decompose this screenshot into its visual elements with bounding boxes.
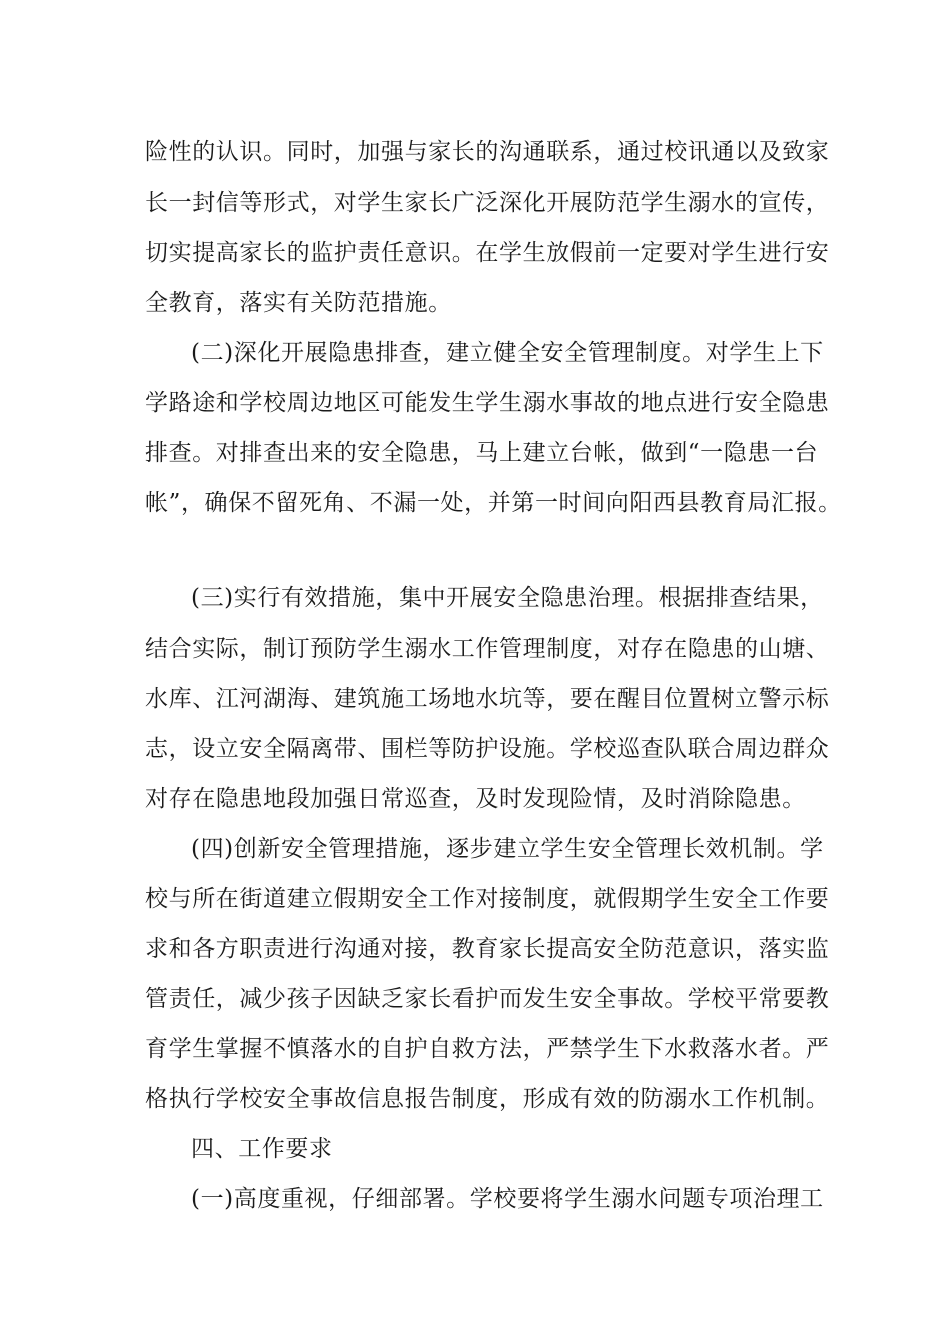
- text-line: 校与所在街道建立假期安全工作对接制度，就假期学生安全工作要: [145, 886, 830, 912]
- text-line: (一)高度重视，仔细部署。学校要将学生溺水问题专项治理工: [191, 1186, 824, 1212]
- text-line: 对存在隐患地段加强日常巡查，及时发现险情，及时消除隐患。: [145, 786, 806, 812]
- section-heading: 四、工作要求: [191, 1136, 333, 1162]
- text-line: 格执行学校安全事故信息报告制度，形成有效的防溺水工作机制。: [145, 1086, 830, 1112]
- text-line: 结合实际，制订预防学生溺水工作管理制度，对存在隐患的山塘、: [145, 636, 830, 662]
- text-line: 险性的认识。同时，加强与家长的沟通联系，通过校讯通以及致家: [145, 139, 830, 165]
- text-line: 长一封信等形式，对学生家长广泛深化开展防范学生溺水的宣传，: [145, 190, 830, 216]
- text-line: 求和各方职责进行沟通对接，教育家长提高安全防范意识，落实监: [145, 936, 830, 962]
- text-line: 切实提高家长的监护责任意识。在学生放假前一定要对学生进行安: [145, 240, 830, 266]
- text-line: 全教育，落实有关防范措施。: [145, 290, 452, 316]
- text-line: (三)实行有效措施，集中开展安全隐患治理。根据排查结果，: [191, 585, 824, 611]
- text-line: 学路途和学校周边地区可能发生学生溺水事故的地点进行安全隐患: [145, 390, 830, 416]
- text-line: 管责任，减少孩子因缺乏家长看护而发生安全事故。学校平常要教: [145, 986, 830, 1012]
- text-line: 帐”，确保不留死角、不漏一处，并第一时间向阳西县教育局汇报。: [145, 490, 842, 516]
- text-line: 志，设立安全隔离带、围栏等防护设施。学校巡查队联合周边群众: [145, 736, 830, 762]
- text-line: (二)深化开展隐患排查，建立健全安全管理制度。对学生上下: [191, 340, 824, 366]
- text-line: 排查。对排查出来的安全隐患，马上建立台帐，做到“一隐患一台: [145, 440, 819, 466]
- text-line: (四)创新安全管理措施，逐步建立学生安全管理长效机制。学: [191, 836, 824, 862]
- text-line: 育学生掌握不慎落水的自护自救方法，严禁学生下水救落水者。严: [145, 1036, 830, 1062]
- text-line: 水库、江河湖海、建筑施工场地水坑等，要在醒目位置树立警示标: [145, 686, 830, 712]
